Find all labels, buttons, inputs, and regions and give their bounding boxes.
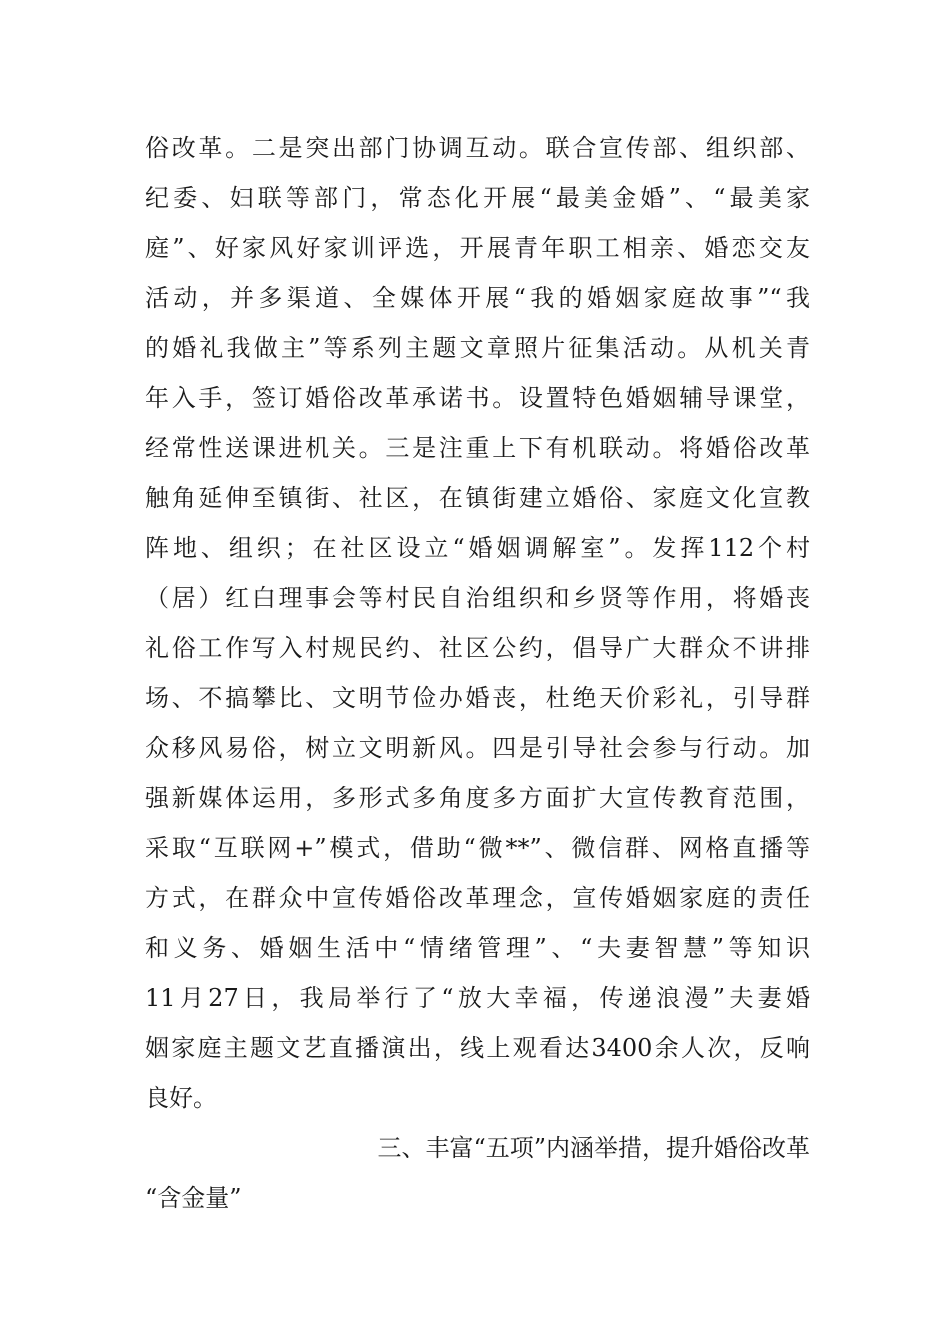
paragraph-line: 活动，并多渠道、全媒体开展“我的婚姻家庭故事”“我 <box>145 284 810 312</box>
paragraph-line: 11月27日，我局举行了“放大幸福，传递浪漫”夫妻婚 <box>145 984 810 1012</box>
paragraph-line: 触角延伸至镇街、社区，在镇街建立婚俗、家庭文化宣教 <box>145 484 810 512</box>
paragraph-line: 阵地、组织；在社区设立“婚姻调解室”。发挥112个村 <box>145 534 810 562</box>
paragraph-line: 姻家庭主题文艺直播演出，线上观看达3400余人次，反响 <box>145 1034 810 1062</box>
paragraph-line: 的婚礼我做主”等系列主题文章照片征集活动。从机关青 <box>145 334 810 362</box>
paragraph-line: 采取“互联网+”模式，借助“微**”、微信群、网格直播等 <box>145 834 810 862</box>
paragraph-line: 纪委、妇联等部门，常态化开展“最美金婚”、“最美家 <box>145 184 810 212</box>
section-heading-continuation: “含金量” <box>145 1184 242 1212</box>
paragraph-line: 方式，在群众中宣传婚俗改革理念，宣传婚姻家庭的责任 <box>145 884 810 912</box>
paragraph-line: 良好。 <box>145 1084 217 1112</box>
paragraph-line: 年入手，签订婚俗改革承诺书。设置特色婚姻辅导课堂， <box>145 384 810 412</box>
paragraph-line: 经常性送课进机关。三是注重上下有机联动。将婚俗改革 <box>145 434 810 462</box>
paragraph-line: 庭”、好家风好家训评选，开展青年职工相亲、婚恋交友 <box>145 234 810 262</box>
paragraph-line: （居）红白理事会等村民自治组织和乡贤等作用，将婚丧 <box>145 584 810 612</box>
paragraph-line: 场、不搞攀比、文明节俭办婚丧，杜绝天价彩礼，引导群 <box>145 684 810 712</box>
section-heading: 三、丰富“五项”内涵举措，提升婚俗改革 <box>377 1134 810 1162</box>
paragraph-line: 众移风易俗，树立文明新风。四是引导社会参与行动。加 <box>145 734 810 762</box>
paragraph-line: 和义务、婚姻生活中“情绪管理”、“夫妻智慧”等知识 <box>145 934 810 962</box>
paragraph-line: 俗改革。二是突出部门协调互动。联合宣传部、组织部、 <box>145 134 810 162</box>
paragraph-line: 礼俗工作写入村规民约、社区公约，倡导广大群众不讲排 <box>145 634 810 662</box>
paragraph-line: 强新媒体运用，多形式多角度多方面扩大宣传教育范围， <box>145 784 810 812</box>
